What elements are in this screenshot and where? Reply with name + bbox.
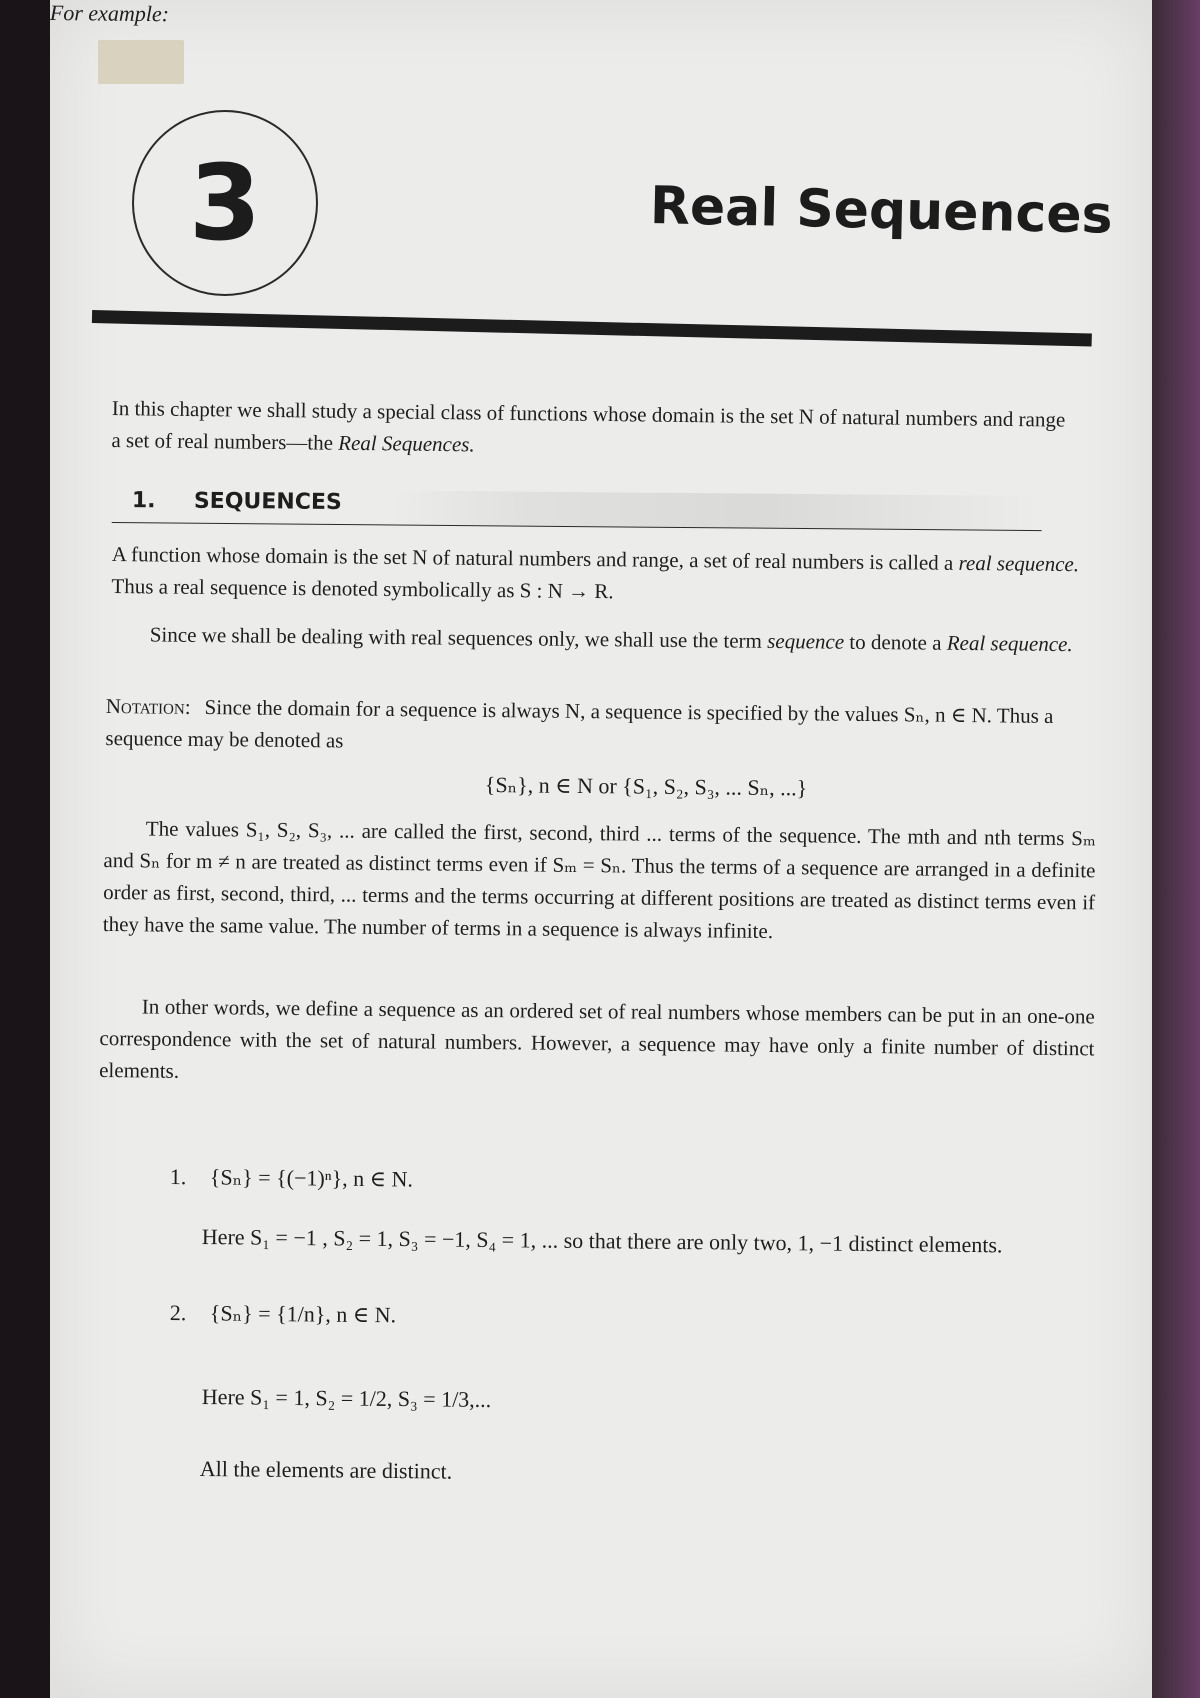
chapter-number: 3 (188, 142, 262, 264)
since-paragraph (108, 618, 1093, 660)
values-text: The values S₁, S₂, S₃, ... are called the first, second, third ... terms of the sequence. The mth and nth terms Sₘ and Sₙ for m ≠ n are treated as distinct terms even if Sₘ = Sₙ. Thus the terms of a sequence are arranged in a definite order as first, second, third, ... terms and the terms occurring at different positions are treated as distinct terms even if they have the same value. The number of terms in a sequence is always infinite. (102, 816, 1096, 944)
notation-paragraph (105, 690, 1096, 764)
page-edge-background (1152, 0, 1200, 1698)
notation-text: Since the domain for a sequence is always N, a sequence is specified by the values Sₙ, n ∈ N. Thus a sequence may be denoted as (105, 695, 1054, 753)
example-2-explanation: Here S₁ = 1, S₂ = 1/2, S₃ = 1/3,... (201, 1384, 492, 1413)
since-term: sequence (767, 628, 845, 654)
title-rule-divider (92, 310, 1092, 347)
notation-formula: {Sₙ}, n ∈ N or {S₁, S₂, S₃, ... Sₙ, ...} (484, 772, 808, 801)
example-2-formula (170, 1300, 396, 1328)
definition-paragraph (111, 538, 1087, 612)
section-heading (112, 488, 1042, 531)
since-term-2: Real sequence. (946, 630, 1073, 657)
intro-paragraph (111, 392, 1072, 468)
example-2-conclusion: All the elements are distinct. (199, 1456, 453, 1484)
since-text-1: Since we shall be dealing with real sequences only, we shall use the term (149, 622, 768, 653)
since-text-2: to denote a (844, 629, 947, 655)
book-page (50, 0, 1152, 1698)
definition-text-2: Thus a real sequence is denoted symbolically as S : N → R. (111, 573, 614, 604)
example-2-expression: {Sₙ} = {1/n}, n ∈ N. (209, 1300, 397, 1328)
notation-label: Notation: (105, 693, 191, 719)
section-number: 1. (131, 488, 156, 514)
for-example-label: For example: (49, 0, 170, 27)
section-title: SEQUENCES (193, 488, 342, 516)
example-2-number: 2. (169, 1300, 187, 1326)
example-1-explanation: Here S₁ = −1 , S₂ = 1, S₃ = −1, S₄ = 1, ... so that there are only two, 1, −1 distinct elements. (201, 1224, 1003, 1258)
page-tab-marker (98, 40, 184, 84)
values-paragraph (103, 812, 1096, 950)
example-1-formula (170, 1164, 413, 1193)
intro-emphasis: Real Sequences. (338, 430, 475, 457)
in-other-words-text: In other words, we define a sequence as an ordered set of real numbers whose members can be put in an one-one correspondence with the set of natural numbers. However, a sequence may have only a finite number of distinct elements. (99, 994, 1095, 1083)
example-1-expression: {Sₙ} = {(−1)ⁿ}, n ∈ N. (209, 1164, 414, 1192)
chapter-title: Real Sequences (649, 176, 1114, 246)
chapter-number-badge (132, 110, 318, 296)
in-other-words-paragraph (99, 990, 1095, 1096)
example-1-number: 1. (169, 1164, 187, 1190)
intro-text: In this chapter we shall study a special class of functions whose domain is the set N of natural numbers and range a set of real numbers—the (111, 395, 1066, 455)
definition-term: real sequence. (958, 550, 1080, 577)
definition-text-1: A function whose domain is the set N of natural numbers and range, a set of real numbers is called a (111, 541, 959, 575)
